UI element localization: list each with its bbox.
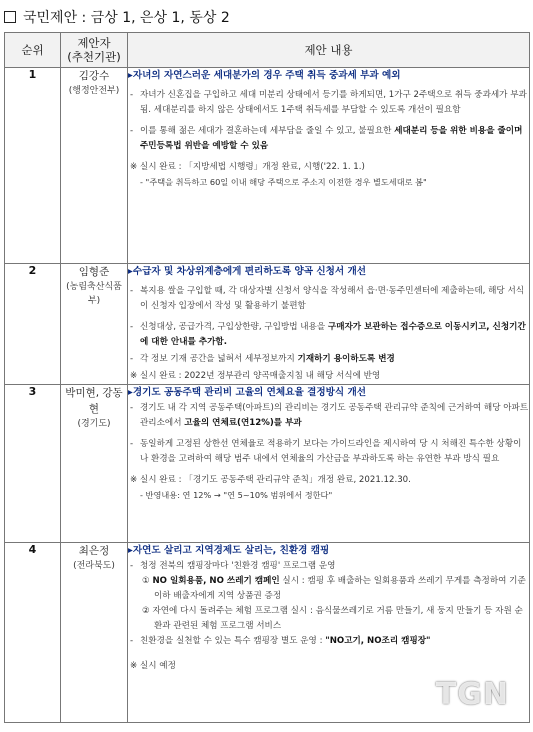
status-note: ※ 실시 완료 : 「경기도 공동주택 관리규약 준칙」개정 완료, 2021.12.30. xyxy=(130,475,411,485)
proposer-name: 김강수 xyxy=(78,70,110,82)
rank-cell: 4 xyxy=(5,543,61,723)
bullet-text: 친환경을 실천할 수 있는 특수 캠핑장 별도 운영 : xyxy=(140,636,326,646)
bullet-item: - 경기도 내 각 지역 공동주택(아파트)의 관리비는 경기도 공동주택 관리규약 준칙에 근거하여 해당 아파트관리소에서 고율의 연체료(연12%)를 부과 xyxy=(130,403,529,428)
proposal-title-text: 자녀의 자연스러운 세대분가의 경우 주택 취득 중과세 부과 예외 xyxy=(132,70,401,81)
proposer-cell xyxy=(61,68,128,264)
table-row xyxy=(5,385,530,543)
proposer-cell xyxy=(61,543,128,723)
checkbox-square-icon xyxy=(4,11,16,23)
sub-item-bold-text: NO 일회용품, NO 쓰레기 캠페인 xyxy=(152,576,280,586)
sub-item-text: 자연에 다시 돌려주는 체험 프로그램 실시 : 음식물쓰레기로 거름 만들기, 새 둥지 만들기 등 자원 순환과 관련된 체험 프로그램 서비스 xyxy=(152,606,523,631)
bullet-bold-text: 고율의 연체료(연12%)를 부과 xyxy=(184,418,302,428)
header-proposer-line2: (추천기관) xyxy=(67,50,121,64)
proposer-org: (행정안전부) xyxy=(68,86,120,96)
status-subnote: - 반영내용: 연 12% → "연 5~10% 범위에서 정한다" xyxy=(140,490,333,500)
bullet-item: - 신청대상, 공급가격, 구입상한량, 구입방법 내용을 구매자가 보관하는 접수증으로 이동시키고, 신청기간에 대한 안내를 추가함. xyxy=(130,322,526,347)
sub-item xyxy=(130,574,529,604)
header-proposer xyxy=(61,33,128,68)
arrow-marker-icon: ▸ xyxy=(128,387,133,398)
watermark-logo: TGN xyxy=(435,677,509,712)
bullet-text: 신청대상, 공급가격, 구입상한량, 구입방법 내용을 xyxy=(140,322,328,332)
proposal-title-text: 수급자 및 차상위계층에게 편리하도록 양곡 신청서 개선 xyxy=(132,266,367,277)
proposer-name: 박미현, 강동현 xyxy=(65,387,123,415)
heading-text: 국민제안 : 금상 1, 은상 1, 동상 2 xyxy=(23,10,230,26)
header-rank: 순위 xyxy=(5,33,61,68)
rank-cell: 1 xyxy=(5,68,61,264)
proposal-title-text: 자연도 살리고 지역경제도 살리는, 친환경 캠핑 xyxy=(132,545,330,556)
status-subnote: - "주택을 취득하고 60일 이내 해당 주택으로 주소지 이전한 경우 별도세대로 봄" xyxy=(140,177,427,187)
proposal-title xyxy=(128,264,529,280)
table-row xyxy=(5,68,530,264)
status-note: ※ 실시 완료 : 「지방세법 시행령」개정 완료, 시행('22. 1. 1.) xyxy=(130,162,365,172)
bullet-bold-text: 구매자가 보관하는 접수증으로 이동시키고, 신청기간에 대한 안내를 추가함. xyxy=(140,322,526,347)
rank-cell: 3 xyxy=(5,385,61,543)
bullet-item: - 이를 통해 젊은 세대가 결혼하는데 세부담을 줄일 수 있고, 불필요한 세대분리 등을 위한 비용을 줄이며 주민등록법 위반을 예방할 수 있음 xyxy=(130,126,523,151)
sub-item-number: ② xyxy=(142,606,150,616)
proposer-name: 임형준 xyxy=(78,266,110,278)
sub-item-text: 실시 : 캠핑 후 배출하는 일회용품과 쓰레기 무게를 측정하여 기준 이하 배출자에게 지역 상품권 증정 xyxy=(154,576,526,601)
page-heading xyxy=(4,6,230,28)
sub-item-number: ① xyxy=(142,576,150,586)
arrow-marker-icon: ▸ xyxy=(128,70,133,81)
bullet-item: - 친환경을 실천할 수 있는 특수 캠핑장 별도 운영 : "NO고기, NO조리 캠핑장" xyxy=(130,636,431,646)
header-content: 제안 내용 xyxy=(128,33,530,68)
content-cell xyxy=(128,264,530,385)
bullet-bold-text: 세대분리 등을 위한 비용을 줄이며 주민등록법 위반을 예방할 수 있음 xyxy=(140,126,523,151)
arrow-marker-icon: ▸ xyxy=(128,266,133,277)
bullet-text: 동일하게 고정된 상한선 연체율로 적용하기 보다는 가이드라인을 제시하여 당 시 처해진 특수한 상황이나 환경을 고려하여 해당 범주 내에서 연체율의 가산금을 부과하도록 하는 유연한 부과 방식 필요 xyxy=(140,439,522,464)
status-note: ※ 실시 예정 xyxy=(130,661,176,671)
content-cell xyxy=(128,68,530,264)
proposal-table xyxy=(4,32,530,723)
proposer-name: 최은정 xyxy=(78,545,110,557)
bullet-text: 청정 전북의 캠핑장마다 '친환경 캠핑' 프로그램 운영 xyxy=(140,561,336,571)
proposal-title xyxy=(128,543,529,559)
proposer-cell xyxy=(61,264,128,385)
bullet-item: - 동일하게 고정된 상한선 연체율로 적용하기 보다는 가이드라인을 제시하여 당 시 처해진 특수한 상황이나 환경을 고려하여 해당 범주 내에서 연체율의 가산금을 부과하도록 하는 유연한 부과 방식 필요 xyxy=(130,439,522,464)
proposer-org: (전라북도) xyxy=(73,561,115,571)
bullet-text: 자녀가 신혼집을 구입하고 세대 미분리 상태에서 등기를 하게되면, 1가구 2주택으로 취득 중과세가 부과됨. 세대분리를 하지 않은 상태에서도 1주택 취득세를 부담할 수 있도록 개선이 필요함 xyxy=(140,90,527,115)
proposal-title xyxy=(128,385,529,401)
table-row xyxy=(5,264,530,385)
sub-item xyxy=(130,604,529,634)
bullet-item: - 자녀가 신혼집을 구입하고 세대 미분리 상태에서 등기를 하게되면, 1가구 2주택으로 취득 중과세가 부과됨. 세대분리를 하지 않은 상태에서도 1주택 취득세를 부담할 수 있도록 개선이 필요함 xyxy=(130,90,527,115)
proposer-org: (농림축산식품부) xyxy=(66,282,122,306)
header-proposer-line1: 제안자 xyxy=(77,36,111,50)
proposal-title xyxy=(128,68,529,84)
content-cell xyxy=(128,385,530,543)
table-header-row xyxy=(5,33,530,68)
bullet-item: - 청정 전북의 캠핑장마다 '친환경 캠핑' 프로그램 운영 xyxy=(130,561,336,571)
bullet-text: 각 정보 기재 공간을 넓혀서 세부정보까지 xyxy=(140,354,298,364)
proposal-title-text: 경기도 공동주택 관리비 고율의 연체요율 결정방식 개선 xyxy=(132,387,367,398)
status-note: ※ 실시 완료 : 2022년 정부관리 양곡매출지침 내 해당 서식에 반영 xyxy=(130,371,381,381)
bullet-text: 복지용 쌀을 구입할 때, 각 대상자별 신청서 양식을 작성해서 읍·면·동주민센터에 제출하는데, 해당 서식이 신청자 입장에서 작성 및 활용하기 불편함 xyxy=(140,286,525,311)
bullet-item: - 각 정보 기재 공간을 넓혀서 세부정보까지 기재하기 용이하도록 변경 xyxy=(130,354,395,364)
proposer-cell xyxy=(61,385,128,543)
proposer-org: (경기도) xyxy=(77,419,111,429)
bullet-bold-text: "NO고기, NO조리 캠핑장" xyxy=(325,636,431,646)
rank-cell: 2 xyxy=(5,264,61,385)
bullet-text: 경기도 내 각 지역 공동주택(아파트)의 관리비는 경기도 공동주택 관리규약 준칙에 근거하여 해당 아파트관리소에서 xyxy=(140,403,529,428)
bullet-bold-text: 기재하기 용이하도록 변경 xyxy=(297,354,395,364)
arrow-marker-icon: ▸ xyxy=(128,545,133,556)
bullet-text: 이를 통해 젊은 세대가 결혼하는데 세부담을 줄일 수 있고, 불필요한 xyxy=(140,126,395,136)
bullet-item: - 복지용 쌀을 구입할 때, 각 대상자별 신청서 양식을 작성해서 읍·면·동주민센터에 제출하는데, 해당 서식이 신청자 입장에서 작성 및 활용하기 불편함 xyxy=(130,286,525,311)
